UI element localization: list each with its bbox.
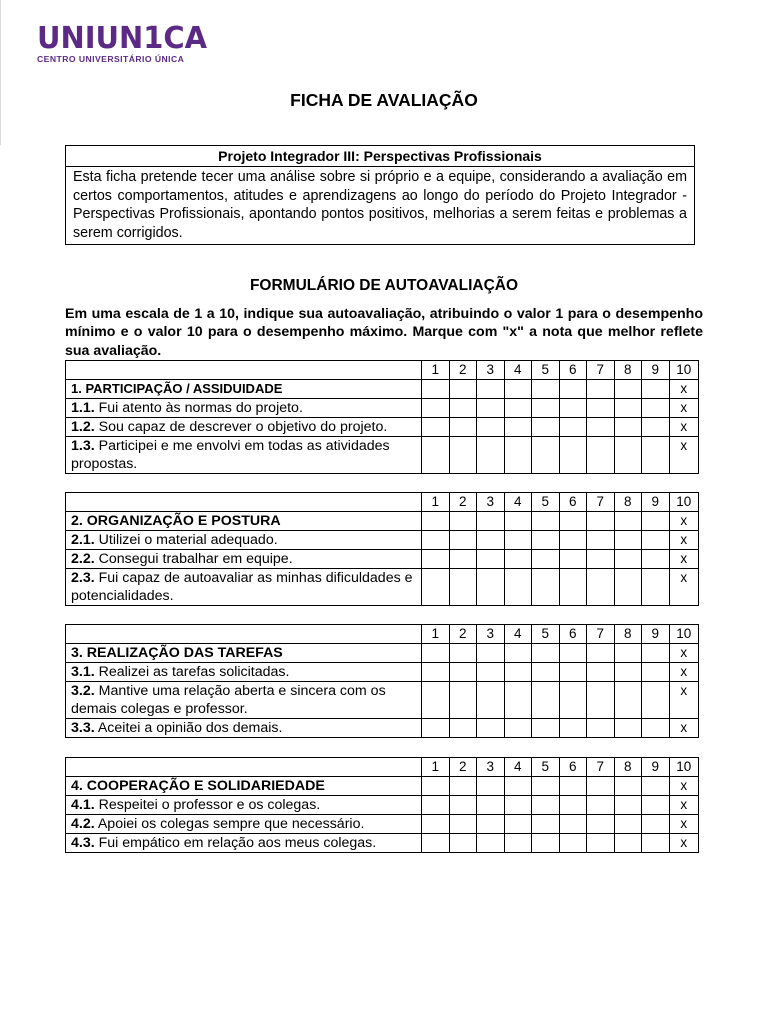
- score-cell-10[interactable]: x: [669, 834, 699, 853]
- score-cell-2[interactable]: [449, 418, 477, 437]
- item-text: Participei e me envolvi em todas as atividades propostas.: [71, 438, 390, 472]
- scale-number-4: 4: [504, 493, 532, 512]
- score-cell-6[interactable]: [559, 815, 587, 834]
- item-text: Sou capaz de descrever o objetivo do projeto.: [98, 419, 388, 435]
- score-cell-3[interactable]: [477, 550, 505, 569]
- evaluation-table-4: [65, 757, 699, 853]
- instructions-text: Em uma escala de 1 a 10, indique sua autoavaliação, atribuindo o valor 1 para o desempenho mínimo e o valor 10 para o desempenho máximo. Marque com "x" a nota que melhor reflete sua avaliação.: [65, 306, 703, 359]
- scale-header-row: [66, 625, 699, 644]
- score-cell-7[interactable]: [587, 512, 615, 531]
- score-cell-6[interactable]: [559, 380, 587, 399]
- score-cell-10[interactable]: x: [669, 719, 699, 738]
- evaluation-table-3: [65, 624, 699, 738]
- criterion-label: [66, 777, 422, 796]
- intro-text: Esta ficha pretende tecer uma análise sobre si próprio e a equipe, considerando a avaliação em certos comportamentos, atitudes e aprendizagens ao longo do período do Projeto Integrador - Perspectivas Profissionais, apontando pontos positivos, melhorias a serem feitas e problemas a serem corrigidos.: [73, 169, 687, 241]
- score-cell-10[interactable]: x: [669, 644, 699, 663]
- score-cell-3[interactable]: [477, 437, 505, 474]
- score-cell-7[interactable]: [587, 644, 615, 663]
- score-cell-4[interactable]: [504, 777, 532, 796]
- criterion-label: [66, 719, 422, 738]
- item-number: 1.3.: [71, 438, 95, 454]
- score-cell-1[interactable]: [422, 796, 450, 815]
- score-cell-3[interactable]: [477, 815, 505, 834]
- score-cell-8[interactable]: [614, 719, 642, 738]
- scale-number-7: 7: [587, 625, 615, 644]
- criterion-label: [66, 644, 422, 663]
- scale-number-8: 8: [614, 493, 642, 512]
- item-text: Respeitei o professor e os colegas.: [98, 797, 321, 813]
- scale-header-row: [66, 758, 699, 777]
- score-cell-4[interactable]: [504, 569, 532, 606]
- score-cell-10[interactable]: x: [669, 512, 699, 531]
- score-cell-5[interactable]: [532, 834, 560, 853]
- score-cell-8[interactable]: [614, 834, 642, 853]
- scale-number-3: 3: [477, 493, 505, 512]
- score-cell-5[interactable]: [532, 531, 560, 550]
- score-cell-4[interactable]: [504, 682, 532, 719]
- section-title: 4. COOPERAÇÃO E SOLIDARIEDADE: [71, 778, 325, 794]
- criterion-row: [66, 796, 699, 815]
- score-cell-4[interactable]: [504, 418, 532, 437]
- score-cell-9[interactable]: [642, 644, 670, 663]
- score-cell-2[interactable]: [449, 663, 477, 682]
- item-text: Mantive uma relação aberta e sincera com os demais colegas e professor.: [71, 683, 386, 717]
- section-title-row: [66, 512, 699, 531]
- criterion-row: [66, 569, 699, 606]
- item-text: Fui empático em relação aos meus colegas.: [98, 835, 377, 851]
- score-cell-9[interactable]: [642, 512, 670, 531]
- scale-number-4: 4: [504, 625, 532, 644]
- item-number: 1.1.: [71, 400, 95, 416]
- scale-number-8: 8: [614, 758, 642, 777]
- blank-header-cell: [66, 361, 422, 380]
- score-cell-4[interactable]: [504, 380, 532, 399]
- score-cell-6[interactable]: [559, 550, 587, 569]
- scale-number-1: 1: [422, 493, 450, 512]
- item-text: Utilizei o material adequado.: [98, 532, 278, 548]
- item-number: 4.2.: [71, 816, 95, 832]
- criterion-label: [66, 512, 422, 531]
- score-cell-8[interactable]: [614, 512, 642, 531]
- intro-box: [65, 145, 695, 245]
- score-cell-9[interactable]: [642, 531, 670, 550]
- score-cell-5[interactable]: [532, 550, 560, 569]
- score-cell-7[interactable]: [587, 418, 615, 437]
- scale-number-5: 5: [532, 361, 560, 380]
- score-cell-9[interactable]: [642, 399, 670, 418]
- item-number: 2.2.: [71, 551, 95, 567]
- score-cell-2[interactable]: [449, 682, 477, 719]
- score-cell-3[interactable]: [477, 719, 505, 738]
- criterion-label: [66, 550, 422, 569]
- score-cell-2[interactable]: [449, 550, 477, 569]
- section-title-row: [66, 777, 699, 796]
- item-number: 1.2.: [71, 419, 95, 435]
- criterion-label: [66, 834, 422, 853]
- criterion-label: [66, 682, 422, 719]
- criterion-row: [66, 531, 699, 550]
- score-cell-7[interactable]: [587, 569, 615, 606]
- score-cell-7[interactable]: [587, 437, 615, 474]
- score-cell-4[interactable]: [504, 663, 532, 682]
- criterion-label: [66, 569, 422, 606]
- score-cell-9[interactable]: [642, 834, 670, 853]
- score-cell-7[interactable]: [587, 399, 615, 418]
- document-title: FICHA DE AVALIAÇÃO: [290, 90, 478, 110]
- score-cell-10[interactable]: x: [669, 682, 699, 719]
- score-cell-3[interactable]: [477, 834, 505, 853]
- criterion-row: [66, 437, 699, 474]
- criterion-row: [66, 834, 699, 853]
- scale-number-9: 9: [642, 361, 670, 380]
- score-cell-6[interactable]: [559, 512, 587, 531]
- evaluation-table-1: [65, 360, 699, 474]
- score-cell-1[interactable]: [422, 719, 450, 738]
- score-cell-8[interactable]: [614, 418, 642, 437]
- score-cell-8[interactable]: [614, 815, 642, 834]
- scale-number-1: 1: [422, 758, 450, 777]
- score-cell-3[interactable]: [477, 569, 505, 606]
- score-cell-1[interactable]: [422, 531, 450, 550]
- score-cell-10[interactable]: x: [669, 418, 699, 437]
- scale-header-row: [66, 493, 699, 512]
- scale-header-row: [66, 361, 699, 380]
- scale-number-4: 4: [504, 361, 532, 380]
- score-cell-7[interactable]: [587, 834, 615, 853]
- scale-number-4: 4: [504, 758, 532, 777]
- score-cell-3[interactable]: [477, 399, 505, 418]
- score-cell-5[interactable]: [532, 569, 560, 606]
- score-cell-5[interactable]: [532, 437, 560, 474]
- score-cell-2[interactable]: [449, 531, 477, 550]
- score-cell-6[interactable]: [559, 644, 587, 663]
- score-cell-1[interactable]: [422, 777, 450, 796]
- score-cell-9[interactable]: [642, 550, 670, 569]
- scale-number-7: 7: [587, 361, 615, 380]
- score-cell-5[interactable]: [532, 796, 560, 815]
- score-cell-3[interactable]: [477, 777, 505, 796]
- page-edge-line: [0, 0, 1, 145]
- score-cell-4[interactable]: [504, 796, 532, 815]
- criterion-label: [66, 531, 422, 550]
- criterion-row: [66, 682, 699, 719]
- score-cell-5[interactable]: [532, 663, 560, 682]
- score-cell-1[interactable]: [422, 682, 450, 719]
- score-cell-3[interactable]: [477, 418, 505, 437]
- scale-number-9: 9: [642, 493, 670, 512]
- item-text: Fui atento às normas do projeto.: [98, 400, 303, 416]
- score-cell-10[interactable]: x: [669, 815, 699, 834]
- scale-number-7: 7: [587, 493, 615, 512]
- score-cell-5[interactable]: [532, 512, 560, 531]
- scale-number-6: 6: [559, 361, 587, 380]
- score-cell-5[interactable]: [532, 682, 560, 719]
- criterion-label: [66, 399, 422, 418]
- item-number: 3.3.: [71, 720, 95, 736]
- score-cell-6[interactable]: [559, 682, 587, 719]
- score-cell-8[interactable]: [614, 682, 642, 719]
- score-cell-1[interactable]: [422, 550, 450, 569]
- score-cell-3[interactable]: [477, 531, 505, 550]
- blank-header-cell: [66, 625, 422, 644]
- score-cell-6[interactable]: [559, 719, 587, 738]
- score-cell-10[interactable]: x: [669, 663, 699, 682]
- criterion-label: [66, 437, 422, 474]
- scale-number-5: 5: [532, 493, 560, 512]
- scale-number-7: 7: [587, 758, 615, 777]
- score-cell-1[interactable]: [422, 815, 450, 834]
- scale-number-10: 10: [669, 625, 699, 644]
- scale-number-3: 3: [477, 758, 505, 777]
- score-cell-2[interactable]: [449, 777, 477, 796]
- section-title: 2. ORGANIZAÇÃO E POSTURA: [71, 513, 281, 529]
- scale-number-8: 8: [614, 625, 642, 644]
- score-cell-2[interactable]: [449, 399, 477, 418]
- criterion-row: [66, 399, 699, 418]
- score-cell-5[interactable]: [532, 815, 560, 834]
- score-cell-10[interactable]: x: [669, 569, 699, 606]
- scale-number-8: 8: [614, 361, 642, 380]
- score-cell-9[interactable]: [642, 437, 670, 474]
- criterion-label: [66, 796, 422, 815]
- score-cell-1[interactable]: [422, 569, 450, 606]
- score-cell-4[interactable]: [504, 437, 532, 474]
- score-cell-7[interactable]: [587, 682, 615, 719]
- score-cell-7[interactable]: [587, 550, 615, 569]
- score-cell-7[interactable]: [587, 531, 615, 550]
- scale-number-3: 3: [477, 361, 505, 380]
- form-title: FORMULÁRIO DE AUTOAVALIAÇÃO: [249, 277, 519, 294]
- score-cell-10[interactable]: x: [669, 777, 699, 796]
- scale-number-10: 10: [669, 493, 699, 512]
- score-cell-1[interactable]: [422, 437, 450, 474]
- score-cell-5[interactable]: [532, 644, 560, 663]
- score-cell-4[interactable]: [504, 834, 532, 853]
- score-cell-7[interactable]: [587, 663, 615, 682]
- score-cell-5[interactable]: [532, 418, 560, 437]
- score-cell-1[interactable]: [422, 380, 450, 399]
- scale-number-10: 10: [669, 758, 699, 777]
- score-cell-9[interactable]: [642, 719, 670, 738]
- logo-subtitle: CENTRO UNIVERSITÁRIO ÚNICA: [37, 54, 185, 64]
- score-cell-7[interactable]: [587, 380, 615, 399]
- scale-number-10: 10: [669, 361, 699, 380]
- criterion-label: [66, 815, 422, 834]
- criterion-row: [66, 719, 699, 738]
- score-cell-10[interactable]: x: [669, 437, 699, 474]
- score-cell-8[interactable]: [614, 550, 642, 569]
- score-cell-9[interactable]: [642, 815, 670, 834]
- score-cell-4[interactable]: [504, 531, 532, 550]
- blank-header-cell: [66, 758, 422, 777]
- score-cell-3[interactable]: [477, 663, 505, 682]
- score-cell-5[interactable]: [532, 719, 560, 738]
- item-number: 4.1.: [71, 797, 95, 813]
- score-cell-7[interactable]: [587, 719, 615, 738]
- score-cell-8[interactable]: [614, 569, 642, 606]
- score-cell-1[interactable]: [422, 399, 450, 418]
- item-number: 3.2.: [71, 683, 95, 699]
- score-cell-6[interactable]: [559, 777, 587, 796]
- item-text: Aceitei a opinião dos demais.: [97, 720, 283, 736]
- score-cell-4[interactable]: [504, 815, 532, 834]
- logo-wordmark: [37, 22, 209, 52]
- score-cell-3[interactable]: [477, 644, 505, 663]
- section-title-row: [66, 644, 699, 663]
- score-cell-2[interactable]: [449, 437, 477, 474]
- logo-wordmark-text: UNIUN1CA: [37, 22, 208, 52]
- scale-number-3: 3: [477, 625, 505, 644]
- score-cell-6[interactable]: [559, 437, 587, 474]
- score-cell-4[interactable]: [504, 719, 532, 738]
- score-cell-7[interactable]: [587, 777, 615, 796]
- intro-heading: Projeto Integrador III: Perspectivas Profissionais: [66, 146, 694, 167]
- score-cell-6[interactable]: [559, 834, 587, 853]
- score-cell-2[interactable]: [449, 569, 477, 606]
- criterion-row: [66, 418, 699, 437]
- score-cell-4[interactable]: [504, 399, 532, 418]
- scale-number-6: 6: [559, 493, 587, 512]
- score-cell-8[interactable]: [614, 399, 642, 418]
- score-cell-10[interactable]: x: [669, 531, 699, 550]
- score-cell-9[interactable]: [642, 569, 670, 606]
- score-cell-10[interactable]: x: [669, 796, 699, 815]
- item-text: Consegui trabalhar em equipe.: [98, 551, 293, 567]
- item-number: 4.3.: [71, 835, 95, 851]
- scale-number-2: 2: [449, 361, 477, 380]
- score-cell-4[interactable]: [504, 550, 532, 569]
- criterion-row: [66, 815, 699, 834]
- scale-number-6: 6: [559, 758, 587, 777]
- score-cell-8[interactable]: [614, 663, 642, 682]
- score-cell-7[interactable]: [587, 796, 615, 815]
- score-cell-8[interactable]: [614, 380, 642, 399]
- score-cell-5[interactable]: [532, 399, 560, 418]
- score-cell-2[interactable]: [449, 815, 477, 834]
- score-cell-3[interactable]: [477, 682, 505, 719]
- score-cell-5[interactable]: [532, 777, 560, 796]
- score-cell-1[interactable]: [422, 418, 450, 437]
- score-cell-6[interactable]: [559, 663, 587, 682]
- item-text: Apoiei os colegas sempre que necessário.: [97, 816, 365, 832]
- scale-number-2: 2: [449, 758, 477, 777]
- scale-number-9: 9: [642, 625, 670, 644]
- score-cell-6[interactable]: [559, 399, 587, 418]
- score-cell-6[interactable]: [559, 418, 587, 437]
- item-text: Fui capaz de autoavaliar as minhas dificuldades e potencialidades.: [71, 570, 413, 604]
- criterion-row: [66, 663, 699, 682]
- score-cell-1[interactable]: [422, 644, 450, 663]
- criterion-label: [66, 418, 422, 437]
- scale-number-5: 5: [532, 625, 560, 644]
- section-title: 3. REALIZAÇÃO DAS TAREFAS: [71, 645, 283, 661]
- score-cell-6[interactable]: [559, 531, 587, 550]
- criterion-row: [66, 550, 699, 569]
- score-cell-2[interactable]: [449, 380, 477, 399]
- score-cell-1[interactable]: [422, 663, 450, 682]
- score-cell-10[interactable]: x: [669, 380, 699, 399]
- score-cell-3[interactable]: [477, 380, 505, 399]
- score-cell-7[interactable]: [587, 815, 615, 834]
- score-cell-9[interactable]: [642, 796, 670, 815]
- score-cell-10[interactable]: x: [669, 550, 699, 569]
- score-cell-6[interactable]: [559, 796, 587, 815]
- score-cell-1[interactable]: [422, 834, 450, 853]
- score-cell-4[interactable]: [504, 512, 532, 531]
- item-text: Realizei as tarefas solicitadas.: [98, 664, 290, 680]
- score-cell-9[interactable]: [642, 380, 670, 399]
- criterion-label: [66, 663, 422, 682]
- scale-number-1: 1: [422, 625, 450, 644]
- criterion-label: [66, 380, 422, 399]
- score-cell-2[interactable]: [449, 796, 477, 815]
- score-cell-9[interactable]: [642, 777, 670, 796]
- score-cell-6[interactable]: [559, 569, 587, 606]
- score-cell-4[interactable]: [504, 644, 532, 663]
- score-cell-9[interactable]: [642, 682, 670, 719]
- scale-number-9: 9: [642, 758, 670, 777]
- scale-number-1: 1: [422, 361, 450, 380]
- section-title: 1. PARTICIPAÇÃO / ASSIDUIDADE: [71, 381, 283, 396]
- item-number: 2.3.: [71, 570, 95, 586]
- score-cell-5[interactable]: [532, 380, 560, 399]
- score-cell-8[interactable]: [614, 796, 642, 815]
- score-cell-8[interactable]: [614, 644, 642, 663]
- score-cell-1[interactable]: [422, 512, 450, 531]
- score-cell-8[interactable]: [614, 777, 642, 796]
- scale-number-2: 2: [449, 493, 477, 512]
- blank-header-cell: [66, 493, 422, 512]
- score-cell-8[interactable]: [614, 437, 642, 474]
- section-title-row: [66, 380, 699, 399]
- scale-number-6: 6: [559, 625, 587, 644]
- score-cell-9[interactable]: [642, 418, 670, 437]
- scale-number-5: 5: [532, 758, 560, 777]
- score-cell-10[interactable]: x: [669, 399, 699, 418]
- score-cell-9[interactable]: [642, 663, 670, 682]
- uniunica-logo: [37, 22, 217, 64]
- item-number: 2.1.: [71, 532, 95, 548]
- score-cell-2[interactable]: [449, 719, 477, 738]
- score-cell-8[interactable]: [614, 531, 642, 550]
- score-cell-2[interactable]: [449, 644, 477, 663]
- scale-number-2: 2: [449, 625, 477, 644]
- score-cell-3[interactable]: [477, 512, 505, 531]
- evaluation-table-2: [65, 492, 699, 606]
- score-cell-2[interactable]: [449, 512, 477, 531]
- item-number: 3.1.: [71, 664, 95, 680]
- score-cell-3[interactable]: [477, 796, 505, 815]
- score-cell-2[interactable]: [449, 834, 477, 853]
